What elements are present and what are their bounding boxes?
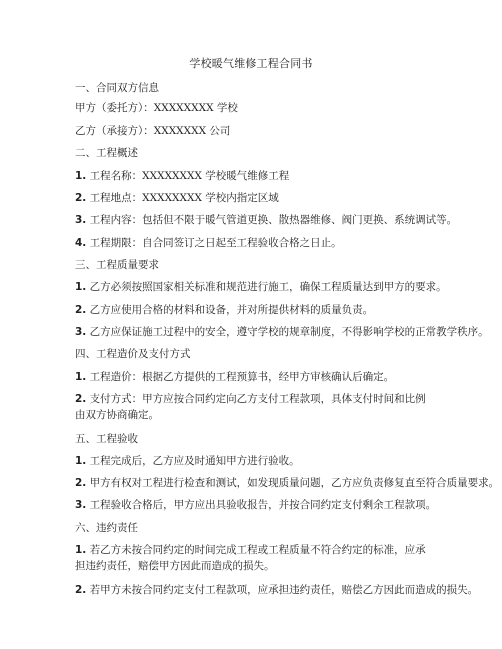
item-number: 1.: [75, 281, 87, 293]
item-number: 2.: [75, 192, 87, 204]
list-item: [75, 279, 447, 295]
item-text: 工程期限：自合同签订之日起至工程验收合格之日止。: [89, 237, 342, 249]
party-b-line: 乙方（承接方）：XXXXXXX 公司: [75, 125, 231, 137]
section-heading-liability: 六、违约责任: [75, 522, 138, 534]
item-text: 工程造价：根据乙方提供的工程预算书，经甲方审核确认后确定。: [89, 371, 395, 383]
item-text: 甲方有权对工程进行检查和测试，如发现质量问题，乙方应负责修复直至符合质量要求。: [89, 477, 500, 489]
list-item: [75, 453, 427, 469]
item-number: 1.: [75, 544, 87, 556]
party-a-line: 甲方（委托方）：XXXXXXXX 学校: [75, 102, 238, 114]
item-text: 工程地点：XXXXXXXX 学校内指定区域: [89, 192, 279, 204]
section-heading-parties: 一、合同双方信息: [75, 82, 159, 94]
document-title: 学校暖气维修工程合同书: [189, 57, 313, 70]
item-number: 1.: [75, 371, 87, 383]
section-heading-payment: 四、工程造价及支付方式: [75, 348, 191, 360]
item-text: 工程完成后，乙方应及时通知甲方进行验收。: [89, 455, 300, 467]
item-text: 乙方应使用合格的材料和设备，并对所提供材料的质量负责。: [89, 304, 374, 316]
item-number: 2.: [75, 477, 87, 489]
item-number: 2.: [75, 393, 87, 405]
item-text: 工程内容：包括但不限于暖气管道更换、散热器维修、阀门更换、系统调试等。: [89, 214, 458, 226]
item-number: 1.: [75, 455, 87, 467]
list-item: [75, 369, 427, 385]
list-item: [75, 168, 427, 184]
list-item: [75, 497, 437, 513]
item-text: 工程验收合格后，甲方应出具验收报告，并按合同约定支付剩余工程款项。: [89, 499, 437, 511]
item-number: 2.: [75, 304, 87, 316]
item-number: 4.: [75, 237, 87, 249]
item-text: 乙方应保证施工过程中的安全，遵守学校的规章制度，不得影响学校的正常教学秩序。: [89, 326, 489, 338]
item-text: 若乙方未按合同约定的时间完成工程或工程质量不符合约定的标准，应承担违约责任，赔偿甲方因此而造成的损失。: [75, 544, 426, 572]
list-item: [75, 212, 458, 228]
item-text: 若甲方未按合同约定支付工程款项，应承担违约责任，赔偿乙方因此而造成的损失。: [89, 584, 479, 596]
section-heading-quality: 三、工程质量要求: [75, 259, 159, 271]
item-number: 3.: [75, 214, 87, 226]
item-text: 乙方必须按照国家相关标准和规范进行施工，确保工程质量达到甲方的要求。: [89, 281, 447, 293]
item-text: 工程名称：XXXXXXXX 学校暖气维修工程: [89, 170, 290, 182]
list-item: [75, 475, 500, 491]
list-item: [75, 391, 427, 423]
section-heading-acceptance: 五、工程验收: [75, 433, 138, 445]
item-text: 支付方式：甲方应按合同约定向乙方支付工程款项，具体支付时间和比例由双方协商确定。: [75, 393, 426, 421]
item-number: 3.: [75, 499, 87, 511]
list-item: [75, 542, 427, 574]
item-number: 1.: [75, 170, 87, 182]
item-number: 3.: [75, 326, 87, 338]
list-item: [75, 302, 427, 318]
section-heading-overview: 二、工程概述: [75, 147, 138, 159]
list-item: [75, 324, 489, 340]
list-item: [75, 582, 479, 598]
list-item: [75, 190, 427, 206]
list-item: [75, 235, 427, 251]
item-number: 2.: [75, 584, 87, 596]
